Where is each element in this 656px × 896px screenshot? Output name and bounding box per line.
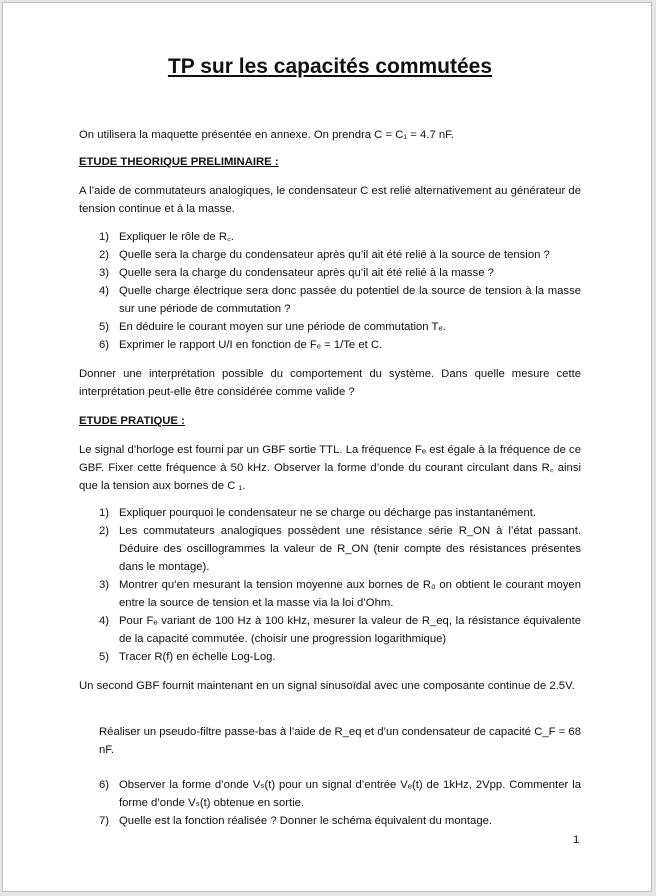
section-heading-practice: ETUDE PRATIQUE : [79,415,185,427]
list-item: 2) Les commutateurs analogiques possèdent une résistance série R_ON à l’état passant. Déduire des oscillogrammes la valeur de R_ON (tenir compte des résistances présentes dans le montage). [99,525,581,573]
practice-paragraph: Le signal d’horloge est fourni par un GBF sortie TTL. La fréquence Fₑ est égale à la fréquence de ce GBF. Fixer cette fréquence à 50 kHz. Observer la forme d’onde du courant circulant dans R꜀ ainsi que la tension aux bornes de C ₁. [79,444,581,492]
list-item: 4) Pour Fₑ variant de 100 Hz à 100 kHz, mesurer la valeur de R_eq, la résistance équivalente de la capacité commutée. (choisir une progression logarithmique) [99,615,581,645]
practice-paragraph-2: Un second GBF fournit maintenant en un signal sinusoïdal avec une composante continue de 2.5V. [79,680,575,692]
section-heading-theory: ETUDE THEORIQUE PRELIMINAIRE : [79,156,279,168]
document-page [2,2,652,892]
list-item: 6) Exprimer le rapport U/I en fonction de Fₑ = 1/Te et C. [99,339,383,351]
theory-question-list [79,228,581,354]
list-item: 6) Observer la forme d’onde Vₛ(t) pour un signal d’entrée Vₑ(t) de 1kHz, 2Vpp. Commenter la forme d’onde Vₛ(t) obtenue en sortie. [99,779,581,809]
list-item: 3) Montrer qu’en mesurant la tension moyenne aux bornes de R₀ on obtient le courant moyen entre la source de tension et la masse via la loi d’Ohm. [99,579,581,609]
list-item: 1) Expliquer pourquoi le condensateur ne se charge ou décharge pas instantanément. [99,507,537,519]
filter-question-list [79,776,581,830]
filter-instruction: Réaliser un pseudo-filtre passe-bas à l’aide de R_eq et d’un condensateur de capacité C_F = 68 nF. [99,726,581,756]
page-number: 1 [573,834,580,846]
practice-question-list [79,504,581,666]
list-item: 2) Quelle sera la charge du condensateur après qu’il ait été relié à la source de tension ? [99,249,550,261]
theory-conclusion: Donner une interprétation possible du comportement du système. Dans quelle mesure cette interprétation peut-elle être considérée comme valide ? [79,368,581,398]
list-item: 4) Quelle charge électrique sera donc passée du potentiel de la source de tension à la masse sur une période de commutation ? [99,285,581,315]
page-title: TP sur les capacités commutées [167,55,493,78]
theory-paragraph: A l’aide de commutateurs analogiques, le condensateur C est relié alternativement au générateur de tension continue et à la masse. [79,185,581,215]
list-item: 5) En déduire le courant moyen sur une période de commutation Tₑ. [99,321,446,333]
list-item: 5) Tracer R(f) en échelle Log-Log. [99,651,276,663]
list-item: 3) Quelle sera la charge du condensateur après qu’il ait été relié à la masse ? [99,267,494,279]
intro-text: On utilisera la maquette présentée en annexe. On prendra C = C₁ = 4.7 nF. [79,129,454,141]
list-item: 1) Expliquer le rôle de R꜀. [99,231,235,243]
list-item: 7) Quelle est la fonction réalisée ? Donner le schéma équivalent du montage. [99,815,493,827]
